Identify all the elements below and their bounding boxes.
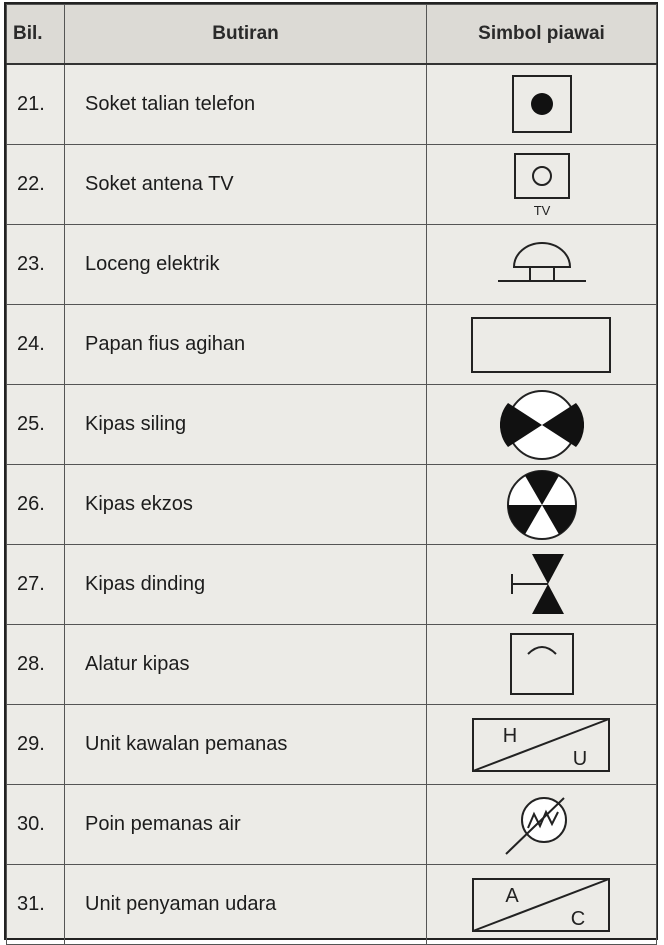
row-item: Kipas siling [65, 385, 427, 465]
tv-antenna-socket-icon [506, 152, 578, 218]
a-label: A [504, 884, 519, 907]
tv-label: TV [533, 202, 550, 218]
row-item: Soket talian telefon [65, 64, 427, 145]
table-row [7, 145, 657, 225]
exhaust-fan-icon [500, 469, 584, 541]
row-item: Kipas dinding [65, 545, 427, 625]
table-row [7, 385, 657, 465]
header-bil: Bil. [7, 5, 65, 65]
table-row [7, 545, 657, 625]
table-row [7, 785, 657, 865]
c-label: C [570, 907, 585, 930]
table-header-row [7, 5, 657, 65]
standard-symbols-table [6, 4, 657, 945]
table-row [7, 305, 657, 385]
row-item: Soket antena TV [65, 145, 427, 225]
row-number: 22. [7, 145, 65, 225]
row-number: 24. [7, 305, 65, 385]
row-item: Kipas ekzos [65, 465, 427, 545]
row-number: 21. [7, 64, 65, 145]
ceiling-fan-icon [500, 389, 584, 461]
electric-bell-icon [494, 237, 590, 293]
row-item: Papan fius agihan [65, 305, 427, 385]
row-item: Loceng elektrik [65, 225, 427, 305]
distribution-fuse-board-icon [470, 314, 614, 376]
table-row [7, 705, 657, 785]
row-item: Alatur kipas [65, 625, 427, 705]
table-row [7, 865, 657, 945]
row-number: 23. [7, 225, 65, 305]
telephone-socket-icon [506, 74, 578, 136]
row-item: Unit penyaman udara [65, 865, 427, 945]
row-number: 26. [7, 465, 65, 545]
wall-fan-icon [506, 552, 578, 618]
row-number: 31. [7, 865, 65, 945]
water-heater-point-icon [502, 790, 582, 860]
row-item: Unit kawalan pemanas [65, 705, 427, 785]
row-number: 28. [7, 625, 65, 705]
fan-regulator-icon [506, 632, 578, 698]
header-simbol: Simbol piawai [427, 5, 657, 65]
u-label: U [572, 747, 587, 770]
table-row [7, 625, 657, 705]
table-row [7, 225, 657, 305]
heater-control-unit-icon [470, 716, 614, 774]
row-item: Poin pemanas air [65, 785, 427, 865]
table-row [7, 465, 657, 545]
table-frame [4, 2, 658, 940]
header-butiran: Butiran [65, 5, 427, 65]
row-number: 30. [7, 785, 65, 865]
row-number: 27. [7, 545, 65, 625]
h-label: H [502, 724, 517, 747]
row-number: 29. [7, 705, 65, 785]
table-row [7, 64, 657, 145]
air-conditioner-unit-icon [470, 876, 614, 934]
row-number: 25. [7, 385, 65, 465]
